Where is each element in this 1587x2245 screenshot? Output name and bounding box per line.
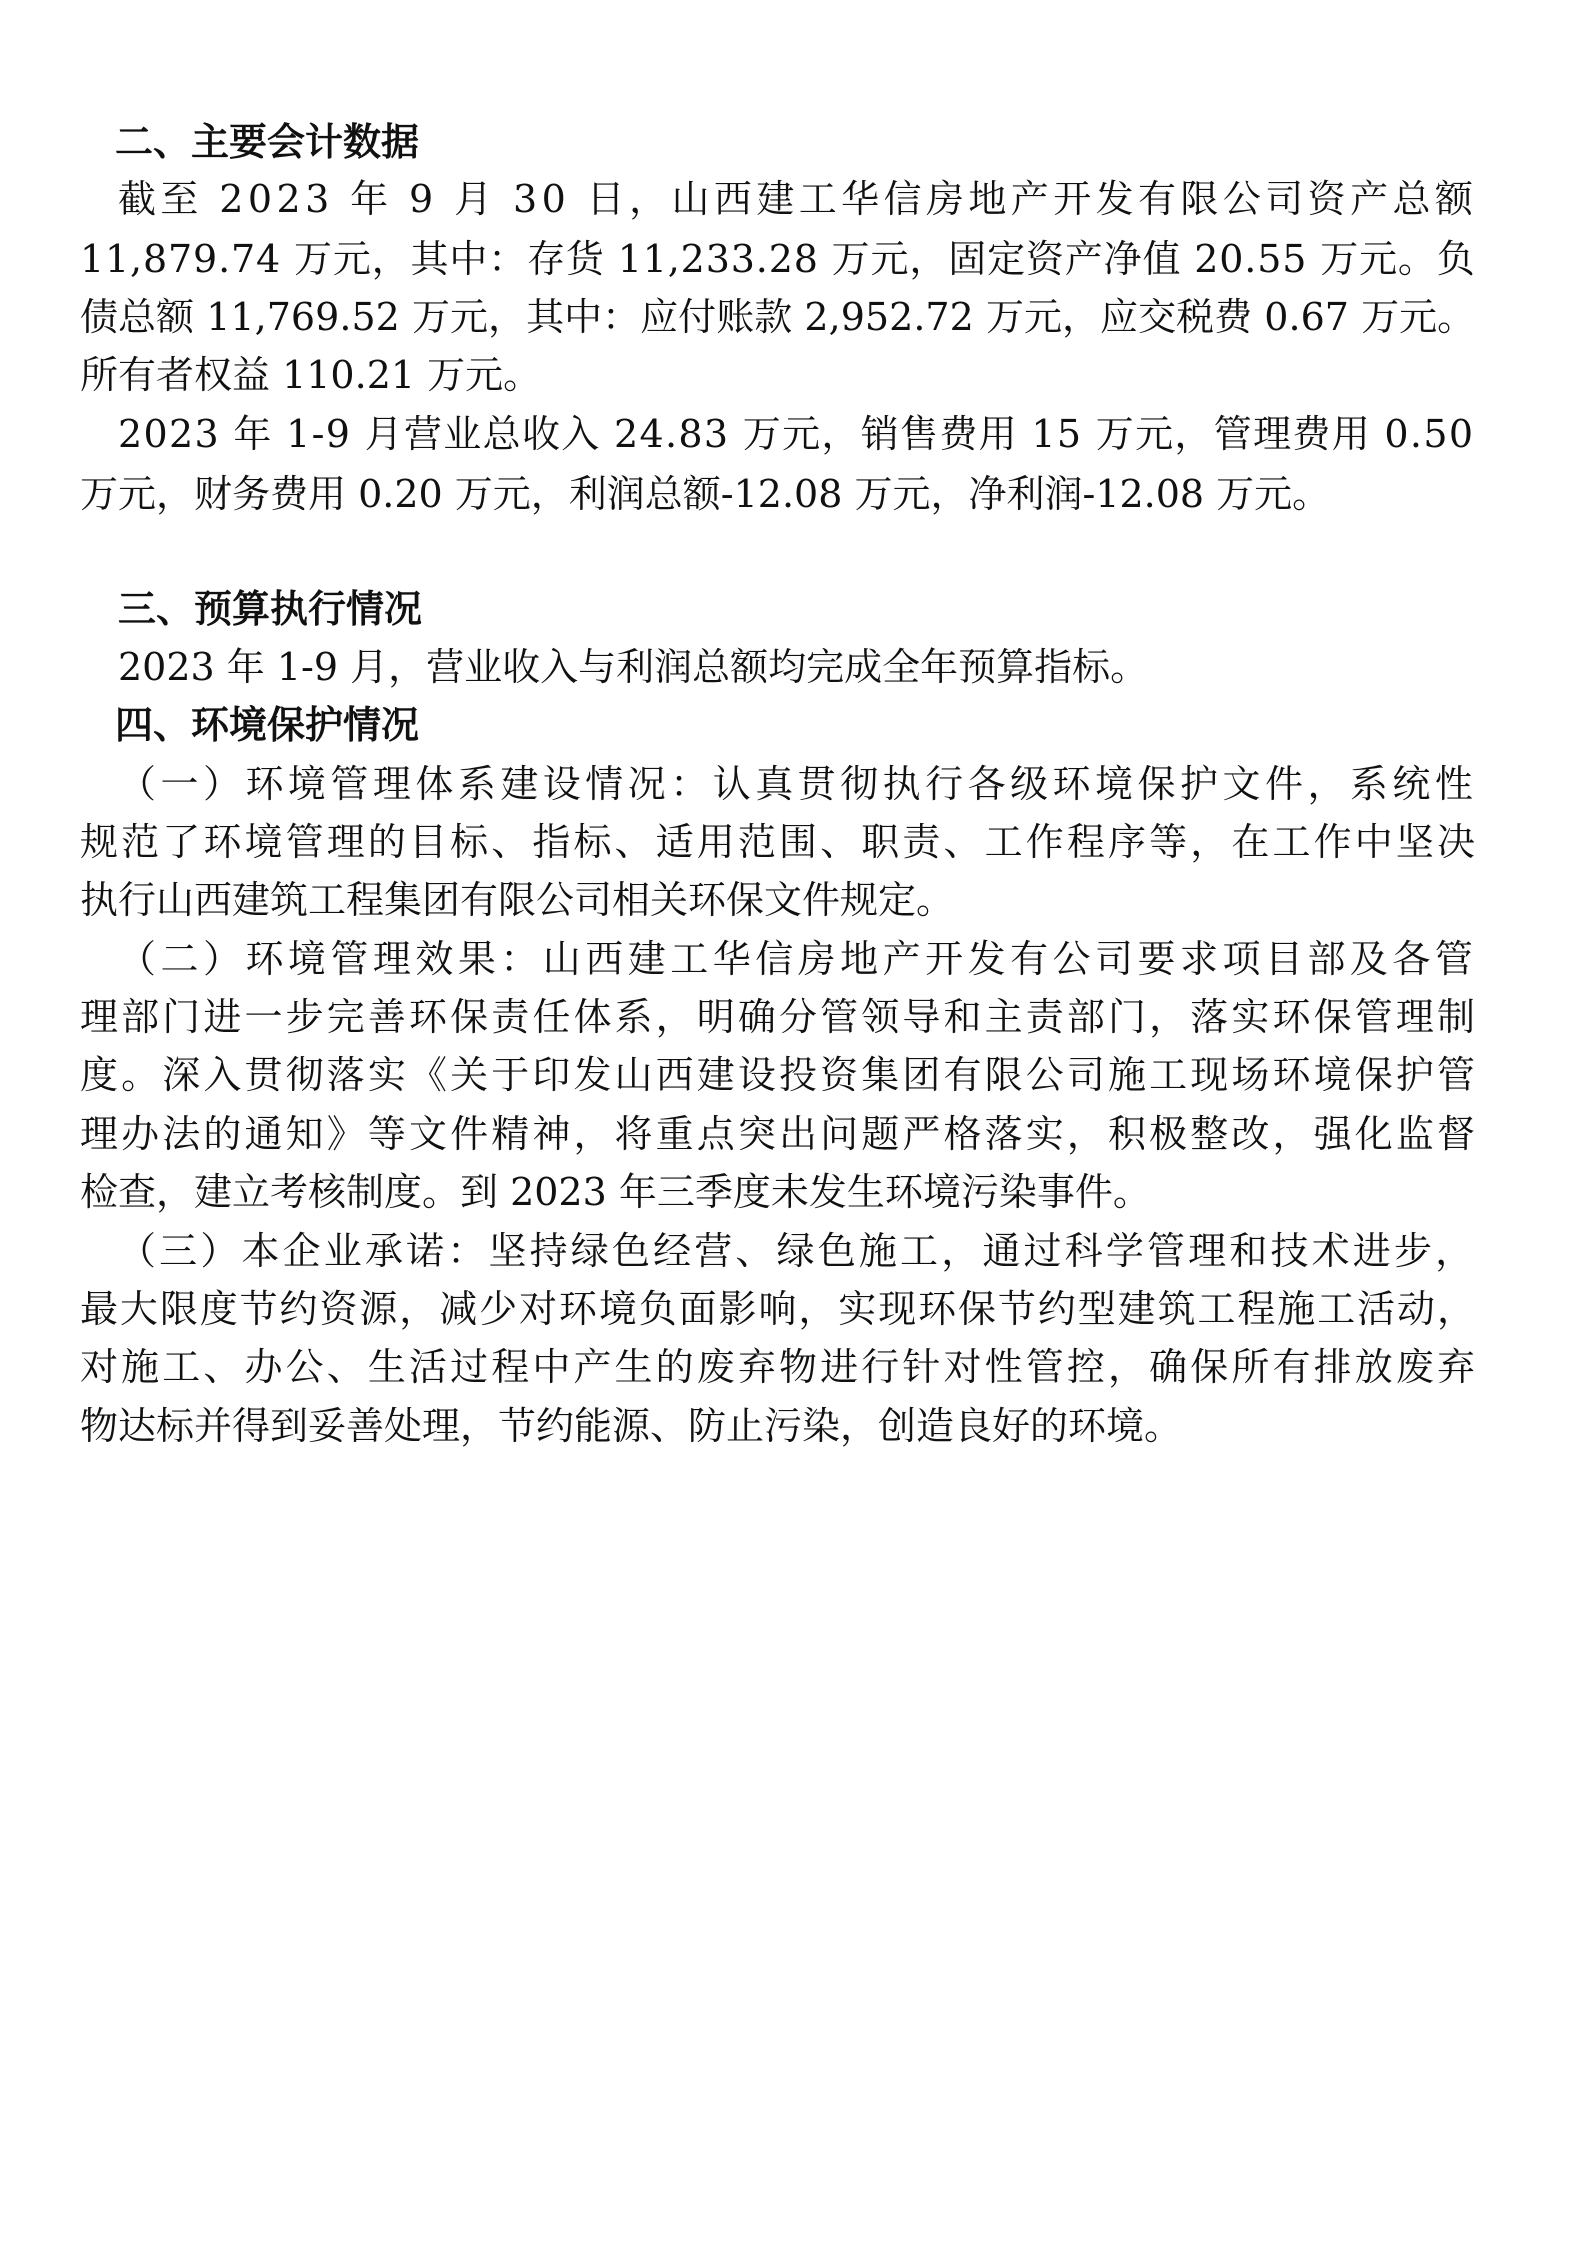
- paragraph-line: 理办法的通知》等文件精神，将重点突出问题严格落实，积极整改，强化监督: [80, 1112, 1479, 1156]
- paragraph-line: 规范了环境管理的目标、指标、适用范围、职责、工作程序等，在工作中坚决: [80, 820, 1479, 864]
- paragraph-line: 所有者权益 110.21 万元。: [80, 353, 542, 397]
- paragraph-line: 2023 年 1-9 月营业总收入 24.83 万元，销售费用 15 万元，管理费用 0.50: [118, 412, 1475, 456]
- paragraph-line: 债总额 11,769.52 万元，其中：应付账款 2,952.72 万元，应交税费 0.67 万元。: [80, 295, 1476, 339]
- section-heading-budget: 三、预算执行情况: [118, 587, 423, 631]
- paragraph-line: 截至 2023 年 9 月 30 日，山西建工华信房地产开发有限公司资产总额: [118, 177, 1478, 221]
- paragraph-line: （一）环境管理体系建设情况：认真贯彻执行各级环境保护文件，系统性: [118, 762, 1478, 806]
- paragraph-line: 万元，财务费用 0.20 万元，利润总额-12.08 万元，净利润-12.08 万元。: [80, 472, 1331, 516]
- paragraph-line: 检查，建立考核制度。到 2023 年三季度未发生环境污染事件。: [80, 1170, 1151, 1214]
- paragraph-line: 度。深入贯彻落实《关于印发山西建设投资集团有限公司施工现场环境保护管: [80, 1053, 1479, 1097]
- paragraph-line: 最大限度节约资源，减少对环境负面影响，实现环保节约型建筑工程施工活动，: [80, 1287, 1477, 1331]
- paragraph-line: （二）环境管理效果：山西建工华信房地产开发有公司要求项目部及各管: [118, 937, 1478, 981]
- paragraph-line: 对施工、办公、生活过程中产生的废弃物进行针对性管控，确保所有排放废弃: [80, 1345, 1479, 1389]
- paragraph-line: （三）本企业承诺：坚持绿色经营、绿色施工，通过科学管理和技术进步，: [118, 1229, 1477, 1273]
- paragraph-line: 物达标并得到妥善处理，节约能源、防止污染，创造良好的环境。: [80, 1404, 1183, 1448]
- paragraph-line: 理部门进一步完善环保责任体系，明确分管领导和主责部门，落实环保管理制: [80, 995, 1479, 1039]
- paragraph-line: 执行山西建筑工程集团有限公司相关环保文件规定。: [80, 878, 955, 922]
- section-heading-accounting: 二、主要会计数据: [115, 120, 420, 164]
- section-heading-environment: 四、环境保护情况: [115, 703, 420, 747]
- paragraph-line: 2023 年 1-9 月，营业收入与利润总额均完成全年预算指标。: [118, 645, 1149, 689]
- paragraph-line: 11,879.74 万元，其中：存货 11,233.28 万元，固定资产净值 20.55 万元。负: [80, 237, 1476, 281]
